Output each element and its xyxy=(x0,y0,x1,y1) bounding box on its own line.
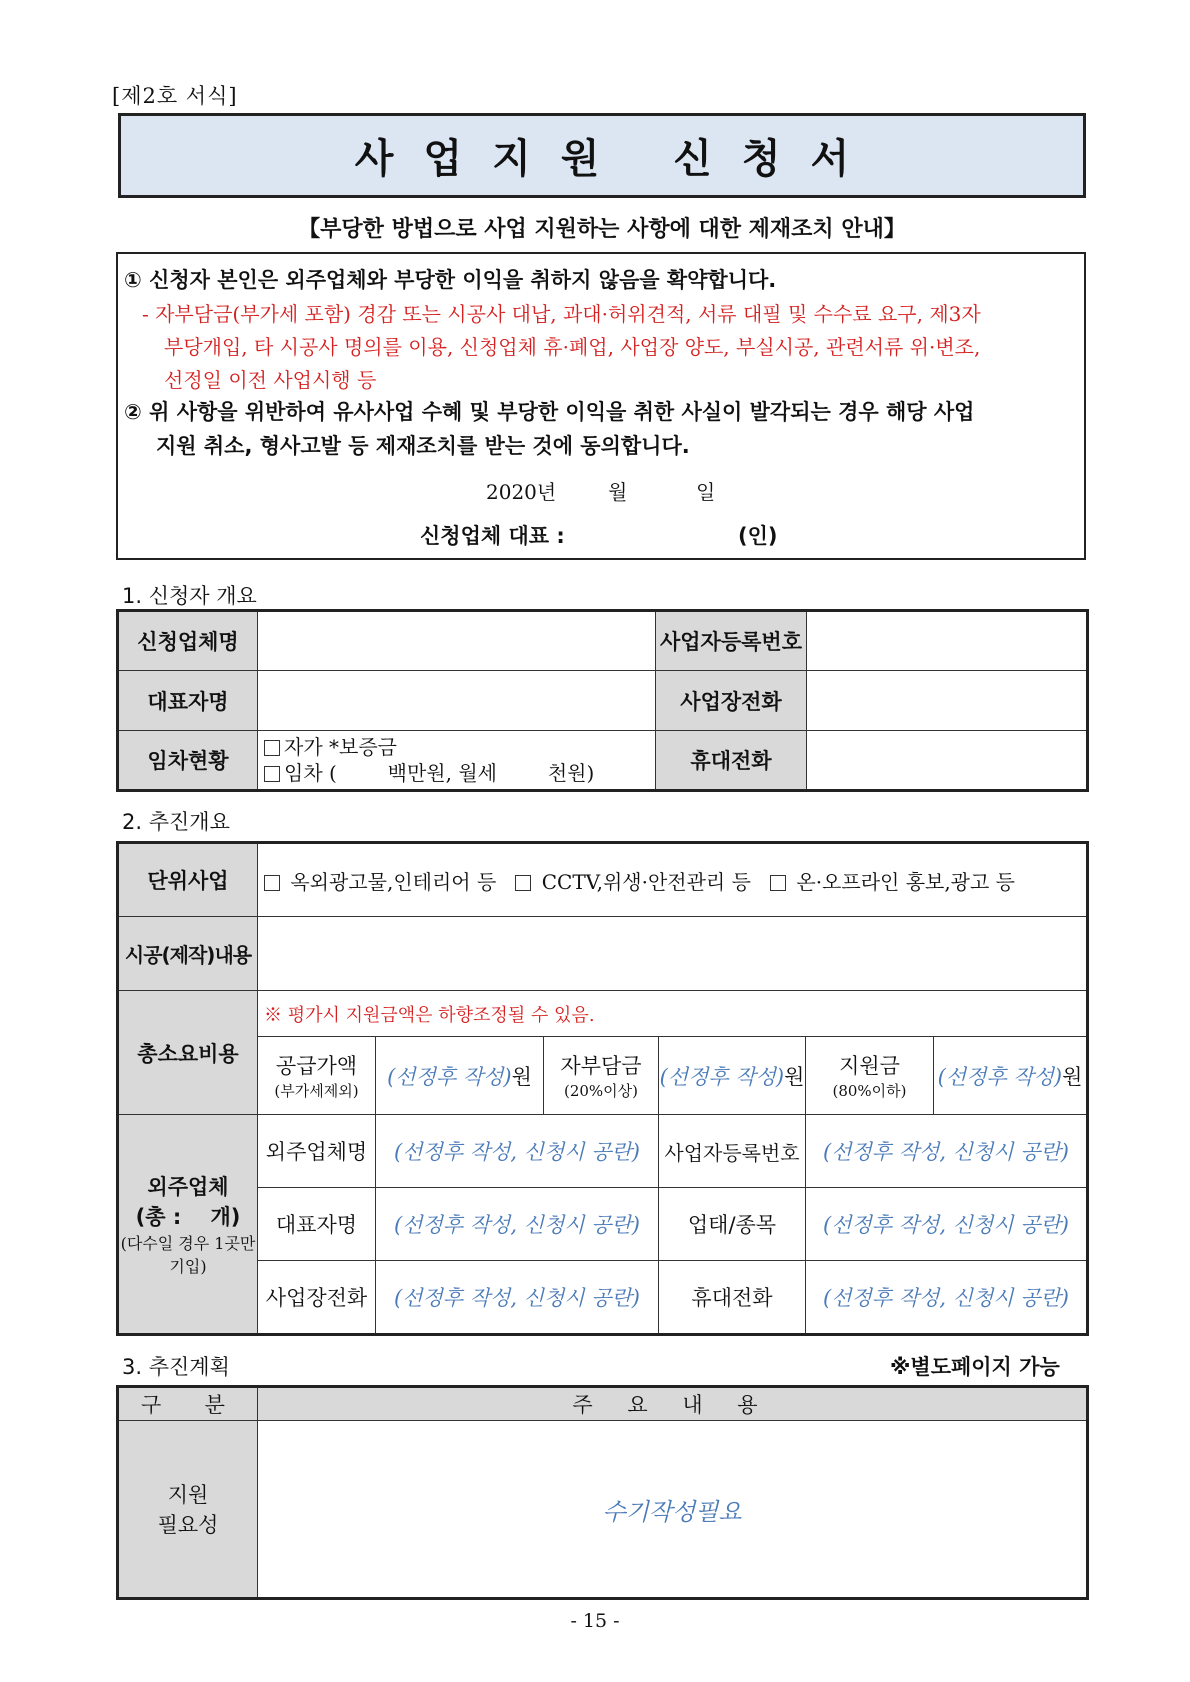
supply-label: 공급가액 xyxy=(275,1054,358,1078)
vendor-note: (다수일 경우 1곳만 기입) xyxy=(120,1234,256,1276)
self-value: (선정후 작성) xyxy=(659,1064,785,1089)
biz-reg-field[interactable] xyxy=(807,611,1088,671)
vendor-reg-value[interactable]: (선정후 작성, 신청시 공란) xyxy=(806,1115,1088,1188)
notice-item-1: ① 신청자 본인은 외주업체와 부당한 이익을 취하지 않음을 확약합니다. xyxy=(124,268,777,292)
vendor-count: (총 : 개) xyxy=(135,1205,241,1229)
self-value-cell[interactable] xyxy=(659,1037,806,1115)
supply-label-cell xyxy=(258,1037,376,1115)
date-month: 월 xyxy=(608,480,628,504)
section1-heading: 1. 신청자 개요 xyxy=(122,584,257,608)
company-name-field[interactable] xyxy=(258,611,656,671)
plan-row-label xyxy=(118,1421,258,1599)
mobile-label: 휴대전화 xyxy=(656,731,807,791)
rep-name-field[interactable] xyxy=(258,671,656,731)
notice-box xyxy=(116,252,1086,560)
self-label-cell xyxy=(544,1037,659,1115)
biz-reg-label: 사업자등록번호 xyxy=(656,611,807,671)
form-number: [제2호 서식] xyxy=(112,84,238,108)
page-title: 사업지원 신청서 xyxy=(354,136,880,182)
unit-opt2-checkbox[interactable] xyxy=(515,875,531,891)
unit-opt1-label: 옥외광고물,인테리어 등 xyxy=(290,869,497,894)
company-name-label: 신청업체명 xyxy=(118,611,258,671)
plan-col-category: 구 분 xyxy=(118,1387,258,1421)
self-sub: (20%이상) xyxy=(563,1082,639,1100)
vendor-rep-value[interactable]: (선정후 작성, 신청시 공란) xyxy=(376,1188,659,1261)
vendor-mobile-label: 휴대전화 xyxy=(659,1261,806,1335)
content-field[interactable] xyxy=(258,917,1088,991)
overview-table xyxy=(116,841,1089,1336)
content-label: 시공(제작)내용 xyxy=(118,917,258,991)
vendor-label: 외주업체 xyxy=(147,1175,229,1199)
grant-label: 지원금 xyxy=(839,1054,900,1078)
notice-heading: 【부당한 방법으로 사업 지원하는 사항에 대한 제재조치 안내】 xyxy=(298,217,906,242)
vendor-mobile-value[interactable]: (선정후 작성, 신청시 공란) xyxy=(806,1261,1088,1335)
self-label: 자부담금 xyxy=(560,1054,642,1078)
vendor-type-value[interactable]: (선정후 작성, 신청시 공란) xyxy=(806,1188,1088,1261)
notice-sub-2: 부당개입, 타 시공사 명의를 이용, 신청업체 휴·폐업, 사업장 양도, 부실시공, 관련서류 위·변조, xyxy=(164,335,981,359)
plan-col-content: 주 요 내 용 xyxy=(258,1387,1088,1421)
plan-table xyxy=(116,1385,1089,1600)
unit-opt2-label: CCTV,위생·안전관리 등 xyxy=(541,869,751,894)
section2-heading: 2. 추진개요 xyxy=(122,810,230,834)
vendor-name-label: 외주업체명 xyxy=(258,1115,376,1188)
mobile-field[interactable] xyxy=(807,731,1088,791)
unit-opt3-checkbox[interactable] xyxy=(770,875,786,891)
date-year: 2020년 xyxy=(486,480,557,504)
lease-option-label: 임차 xyxy=(284,761,323,785)
self-won: 원 xyxy=(784,1064,805,1089)
unit-project-options xyxy=(258,843,1088,917)
section3-note: ※별도페이지 가능 xyxy=(890,1355,1060,1379)
notice-sub-3: 선정일 이전 사업시행 등 xyxy=(164,368,377,392)
applicant-table xyxy=(116,609,1089,792)
plan-row-label-line2: 필요성 xyxy=(157,1513,219,1537)
rep-name-label: 대표자명 xyxy=(118,671,258,731)
own-option-label: 자가 xyxy=(284,735,323,759)
cost-note: ※ 평가시 지원금액은 하향조정될 수 있음. xyxy=(258,991,1088,1037)
notice-sub-1: - 자부담금(부가세 포함) 경감 또는 시공사 대납, 과대·허위견적, 서류 대필 및 수수료 요구, 제3자 xyxy=(142,302,981,326)
plan-row-value[interactable]: 수기작성필요 xyxy=(258,1421,1088,1599)
vendor-label-cell xyxy=(118,1115,258,1335)
own-checkbox[interactable] xyxy=(264,740,280,756)
lease-label: 임차현황 xyxy=(118,731,258,791)
title-box xyxy=(118,113,1086,198)
biz-phone-field[interactable] xyxy=(807,671,1088,731)
deposit-label: *보증금 xyxy=(329,735,397,759)
vendor-type-label: 업태/종목 xyxy=(659,1188,806,1261)
notice-item-2b: 지원 취소, 형사고발 등 제재조치를 받는 것에 동의합니다. xyxy=(156,434,690,458)
grant-label-cell xyxy=(806,1037,934,1115)
unit-project-label: 단위사업 xyxy=(118,843,258,917)
cost-label: 총소요비용 xyxy=(118,991,258,1115)
supply-sub: (부가세제외) xyxy=(274,1082,359,1100)
signer-label: 신청업체 대표 : xyxy=(420,524,565,548)
grant-sub: (80%이하) xyxy=(832,1082,907,1100)
supply-value-cell[interactable] xyxy=(376,1037,544,1115)
unit-opt3-label: 온·오프라인 홍보,광고 등 xyxy=(796,869,1016,894)
page-number: - 15 - xyxy=(570,1610,620,1632)
grant-value: (선정후 작성) xyxy=(937,1064,1063,1089)
plan-row-label-line1: 지원 xyxy=(167,1483,209,1507)
supply-won: 원 xyxy=(511,1064,532,1089)
vendor-name-value[interactable]: (선정후 작성, 신청시 공란) xyxy=(376,1115,659,1188)
notice-item-2a: ② 위 사항을 위반하여 유사사업 수혜 및 부당한 이익을 취한 사실이 발각되는 경우 해당 사업 xyxy=(124,400,975,424)
unit-opt1-checkbox[interactable] xyxy=(264,875,280,891)
lease-checkbox[interactable] xyxy=(264,766,280,782)
date-day: 일 xyxy=(696,480,716,504)
section3-heading: 3. 추진계획 xyxy=(122,1355,230,1379)
seal-mark: (인) xyxy=(738,524,778,548)
vendor-rep-label: 대표자명 xyxy=(258,1188,376,1261)
vendor-phone-label: 사업장전화 xyxy=(258,1261,376,1335)
vendor-phone-value[interactable]: (선정후 작성, 신청시 공란) xyxy=(376,1261,659,1335)
grant-value-cell[interactable] xyxy=(934,1037,1088,1115)
biz-phone-label: 사업장전화 xyxy=(656,671,807,731)
supply-value: (선정후 작성) xyxy=(387,1064,512,1089)
lease-detail: ( 백만원, 월세 천원) xyxy=(329,761,595,785)
vendor-reg-label: 사업자등록번호 xyxy=(659,1115,806,1188)
grant-won: 원 xyxy=(1062,1064,1083,1089)
lease-status-cell xyxy=(258,731,656,791)
